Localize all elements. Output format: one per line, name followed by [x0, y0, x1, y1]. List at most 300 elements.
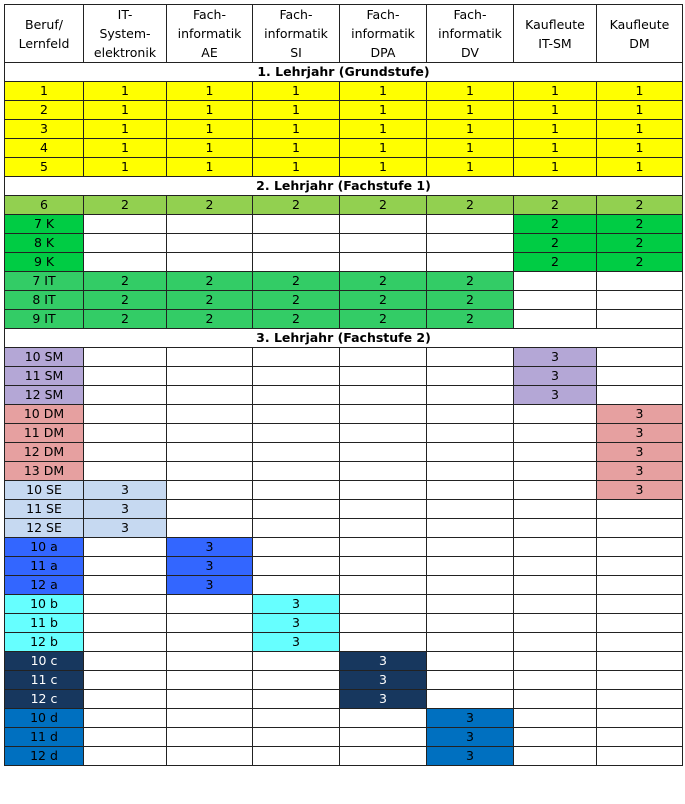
table-cell	[514, 595, 597, 614]
lernfeld-label: 11 SM	[5, 367, 84, 386]
table-cell	[597, 348, 683, 367]
table-cell	[340, 234, 427, 253]
lernfeld-table	[4, 4, 683, 766]
table-cell	[514, 557, 597, 576]
table-cell	[597, 709, 683, 728]
lernfeld-label: 2	[5, 101, 84, 120]
table-cell: 1	[597, 139, 683, 158]
table-cell: 1	[514, 158, 597, 177]
table-cell: 2	[427, 272, 514, 291]
table-cell	[427, 614, 514, 633]
table-cell	[597, 538, 683, 557]
table-cell: 1	[340, 158, 427, 177]
table-cell: 1	[167, 82, 253, 101]
table-cell	[253, 462, 340, 481]
column-header-line: Fach-	[366, 7, 400, 22]
table-cell	[340, 557, 427, 576]
table-cell	[514, 538, 597, 557]
table-cell: 2	[427, 196, 514, 215]
lernfeld-label: 10 DM	[5, 405, 84, 424]
table-cell	[253, 481, 340, 500]
table-cell: 1	[597, 82, 683, 101]
table-row	[5, 367, 683, 386]
table-cell	[84, 367, 167, 386]
table-cell: 1	[84, 82, 167, 101]
table-cell	[253, 576, 340, 595]
table-cell: 1	[253, 158, 340, 177]
table-cell	[167, 215, 253, 234]
table-cell	[84, 348, 167, 367]
table-row	[5, 405, 683, 424]
table-cell: 1	[84, 158, 167, 177]
table-cell	[597, 747, 683, 766]
table-cell: 3	[84, 500, 167, 519]
table-cell	[427, 500, 514, 519]
table-cell	[253, 709, 340, 728]
table-cell	[340, 538, 427, 557]
column-header-line: Kaufleute	[609, 16, 670, 32]
table-row	[5, 747, 683, 766]
table-cell	[514, 310, 597, 329]
table-cell: 2	[597, 253, 683, 272]
table-cell: 2	[167, 272, 253, 291]
table-cell	[597, 690, 683, 709]
column-header-line: Lernfeld	[18, 35, 70, 51]
table-cell: 3	[84, 481, 167, 500]
table-cell: 2	[340, 291, 427, 310]
column-header-0	[5, 5, 84, 63]
table-cell	[253, 557, 340, 576]
table-row	[5, 386, 683, 405]
lernfeld-label: 12 SE	[5, 519, 84, 538]
table-cell: 1	[597, 120, 683, 139]
table-cell	[514, 652, 597, 671]
column-header-line: Kaufleute	[525, 16, 585, 32]
table-cell	[427, 652, 514, 671]
table-cell	[84, 234, 167, 253]
table-cell	[167, 652, 253, 671]
table-cell: 1	[514, 82, 597, 101]
table-cell	[340, 728, 427, 747]
table-cell	[340, 367, 427, 386]
table-cell	[514, 424, 597, 443]
table-cell	[84, 747, 167, 766]
table-cell: 1	[167, 139, 253, 158]
column-header-line: System-	[99, 26, 151, 41]
table-cell	[340, 215, 427, 234]
table-cell	[340, 253, 427, 272]
section-title: 3. Lehrjahr (Fachstufe 2)	[5, 329, 683, 348]
table-cell: 2	[167, 291, 253, 310]
table-cell: 1	[427, 158, 514, 177]
table-cell: 3	[427, 728, 514, 747]
column-header-line: informatik	[438, 26, 502, 41]
table-cell: 2	[167, 310, 253, 329]
table-cell: 2	[340, 310, 427, 329]
table-cell	[84, 443, 167, 462]
table-cell	[340, 500, 427, 519]
column-header-1	[84, 5, 167, 63]
table-cell	[427, 424, 514, 443]
table-cell	[340, 519, 427, 538]
table-row	[5, 215, 683, 234]
table-cell: 1	[340, 139, 427, 158]
column-header-line: informatik	[264, 26, 328, 41]
table-cell	[340, 443, 427, 462]
table-cell	[340, 348, 427, 367]
table-cell	[427, 234, 514, 253]
column-header-line: elektronik	[93, 45, 157, 60]
header-row	[5, 5, 683, 63]
table-cell: 2	[253, 291, 340, 310]
table-cell	[340, 709, 427, 728]
table-cell	[84, 576, 167, 595]
table-cell	[253, 728, 340, 747]
table-cell	[167, 709, 253, 728]
table-cell: 1	[167, 101, 253, 120]
table-cell	[253, 367, 340, 386]
table-cell	[597, 367, 683, 386]
table-cell	[253, 519, 340, 538]
lernfeld-label: 9 K	[5, 253, 84, 272]
table-cell	[84, 595, 167, 614]
table-cell: 3	[597, 462, 683, 481]
table-cell: 3	[514, 348, 597, 367]
column-header-6	[514, 5, 597, 63]
table-cell	[597, 728, 683, 747]
section-title: 2. Lehrjahr (Fachstufe 1)	[5, 177, 683, 196]
table-row	[5, 500, 683, 519]
column-header-2	[167, 5, 253, 63]
table-row	[5, 424, 683, 443]
table-cell: 1	[84, 120, 167, 139]
table-cell	[167, 481, 253, 500]
table-cell	[597, 652, 683, 671]
table-cell: 2	[84, 196, 167, 215]
table-cell: 2	[84, 272, 167, 291]
table-cell: 1	[514, 139, 597, 158]
column-header-line: DV	[461, 45, 479, 60]
table-cell	[427, 367, 514, 386]
lernfeld-label: 8 IT	[5, 291, 84, 310]
table-cell: 2	[167, 196, 253, 215]
table-cell: 2	[253, 196, 340, 215]
table-cell	[84, 405, 167, 424]
table-cell	[84, 728, 167, 747]
table-cell	[340, 462, 427, 481]
column-header-line: DM	[629, 35, 650, 51]
table-cell: 3	[253, 595, 340, 614]
table-cell	[253, 747, 340, 766]
lernfeld-label: 8 K	[5, 234, 84, 253]
table-cell	[84, 671, 167, 690]
table-cell	[84, 709, 167, 728]
table-cell	[253, 671, 340, 690]
table-cell: 3	[597, 405, 683, 424]
table-cell: 3	[167, 576, 253, 595]
table-cell	[427, 557, 514, 576]
table-body	[5, 63, 683, 766]
table-cell: 3	[514, 367, 597, 386]
table-cell: 1	[253, 139, 340, 158]
table-cell: 1	[340, 120, 427, 139]
table-row	[5, 576, 683, 595]
lernfeld-label: 12 c	[5, 690, 84, 709]
table-cell	[253, 405, 340, 424]
table-cell	[340, 614, 427, 633]
lernfeld-label: 12 d	[5, 747, 84, 766]
table-cell: 3	[340, 671, 427, 690]
lernfeld-label: 10 d	[5, 709, 84, 728]
table-cell	[167, 747, 253, 766]
table-cell: 2	[514, 196, 597, 215]
table-row	[5, 652, 683, 671]
column-header-line: SI	[290, 45, 302, 60]
table-cell	[514, 747, 597, 766]
table-cell: 1	[597, 101, 683, 120]
column-header-line: DPA	[370, 45, 396, 60]
table-cell	[253, 253, 340, 272]
lernfeld-label: 10 SM	[5, 348, 84, 367]
table-cell	[167, 348, 253, 367]
table-cell	[340, 386, 427, 405]
table-cell	[84, 424, 167, 443]
table-cell	[253, 424, 340, 443]
table-cell	[427, 386, 514, 405]
table-cell	[427, 538, 514, 557]
table-cell	[514, 519, 597, 538]
table-cell	[597, 614, 683, 633]
table-row	[5, 272, 683, 291]
column-header-4	[340, 5, 427, 63]
table-cell	[514, 709, 597, 728]
table-cell: 2	[84, 310, 167, 329]
column-header-5	[427, 5, 514, 63]
table-cell	[340, 481, 427, 500]
table-cell	[427, 519, 514, 538]
table-cell	[253, 348, 340, 367]
table-cell	[253, 652, 340, 671]
table-cell	[84, 633, 167, 652]
table-cell	[253, 538, 340, 557]
lernfeld-label: 12 b	[5, 633, 84, 652]
table-cell	[514, 633, 597, 652]
table-cell	[427, 348, 514, 367]
table-cell	[167, 614, 253, 633]
table-cell	[340, 576, 427, 595]
table-cell	[597, 272, 683, 291]
table-cell: 3	[167, 538, 253, 557]
table-cell	[340, 747, 427, 766]
table-cell	[427, 462, 514, 481]
lernfeld-label: 12 SM	[5, 386, 84, 405]
lernfeld-label: 10 SE	[5, 481, 84, 500]
table-cell: 1	[427, 101, 514, 120]
table-cell	[167, 386, 253, 405]
table-cell	[167, 443, 253, 462]
section-title: 1. Lehrjahr (Grundstufe)	[5, 63, 683, 82]
table-cell	[253, 234, 340, 253]
table-cell	[514, 291, 597, 310]
column-header-7	[597, 5, 683, 63]
table-row	[5, 158, 683, 177]
table-cell: 2	[340, 272, 427, 291]
table-cell	[167, 462, 253, 481]
table-cell	[597, 671, 683, 690]
table-cell	[340, 595, 427, 614]
table-cell: 3	[597, 424, 683, 443]
table-cell	[514, 481, 597, 500]
table-cell	[597, 386, 683, 405]
table-cell	[514, 443, 597, 462]
table-cell: 3	[84, 519, 167, 538]
table-cell	[167, 671, 253, 690]
table-row	[5, 310, 683, 329]
table-row	[5, 557, 683, 576]
table-cell	[167, 405, 253, 424]
table-cell	[597, 633, 683, 652]
table-cell	[514, 576, 597, 595]
table-cell: 2	[427, 291, 514, 310]
table-cell: 3	[167, 557, 253, 576]
table-cell	[514, 690, 597, 709]
table-cell: 1	[427, 82, 514, 101]
section-row	[5, 177, 683, 196]
table-row	[5, 690, 683, 709]
table-cell	[167, 633, 253, 652]
table-cell	[427, 215, 514, 234]
table-row	[5, 120, 683, 139]
table-cell	[84, 215, 167, 234]
table-cell: 2	[597, 196, 683, 215]
table-cell: 1	[427, 120, 514, 139]
column-header-line: IT-SM	[538, 35, 572, 51]
table-cell	[427, 481, 514, 500]
table-cell	[514, 272, 597, 291]
column-header-line: Beruf/	[25, 16, 63, 32]
table-cell	[167, 424, 253, 443]
table-cell	[253, 500, 340, 519]
table-cell	[340, 633, 427, 652]
lernfeld-label: 4	[5, 139, 84, 158]
table-cell: 2	[597, 215, 683, 234]
table-row	[5, 291, 683, 310]
column-header-line: informatik	[351, 26, 415, 41]
lernfeld-label: 11 d	[5, 728, 84, 747]
table-cell: 3	[597, 443, 683, 462]
table-cell	[597, 595, 683, 614]
table-cell	[597, 291, 683, 310]
table-cell	[597, 576, 683, 595]
table-cell	[514, 500, 597, 519]
table-cell	[597, 310, 683, 329]
table-cell	[84, 557, 167, 576]
lernfeld-label: 12 a	[5, 576, 84, 595]
table-row	[5, 671, 683, 690]
table-cell: 1	[253, 82, 340, 101]
lernfeld-label: 13 DM	[5, 462, 84, 481]
table-cell	[597, 500, 683, 519]
table-cell: 1	[427, 139, 514, 158]
section-row	[5, 63, 683, 82]
table-cell	[167, 367, 253, 386]
lernfeld-label: 6	[5, 196, 84, 215]
table-cell: 3	[340, 652, 427, 671]
table-cell	[84, 253, 167, 272]
lernfeld-label: 9 IT	[5, 310, 84, 329]
table-cell: 1	[253, 101, 340, 120]
table-row	[5, 462, 683, 481]
table-row	[5, 82, 683, 101]
table-cell	[514, 405, 597, 424]
table-cell	[427, 576, 514, 595]
table-cell: 1	[340, 82, 427, 101]
table-cell: 2	[514, 234, 597, 253]
lernfeld-label: 11 c	[5, 671, 84, 690]
table-cell	[167, 728, 253, 747]
table-cell	[427, 405, 514, 424]
table-cell	[514, 462, 597, 481]
table-cell	[167, 519, 253, 538]
table-row	[5, 728, 683, 747]
table-cell	[427, 690, 514, 709]
table-row	[5, 538, 683, 557]
table-cell: 2	[340, 196, 427, 215]
column-header-3	[253, 5, 340, 63]
lernfeld-label: 10 c	[5, 652, 84, 671]
table-cell	[167, 234, 253, 253]
table-cell	[84, 614, 167, 633]
column-header-line: IT-	[117, 7, 133, 22]
table-cell: 2	[597, 234, 683, 253]
lernfeld-label: 7 K	[5, 215, 84, 234]
table-cell	[597, 557, 683, 576]
table-row	[5, 234, 683, 253]
table-cell: 3	[253, 614, 340, 633]
table-cell	[84, 462, 167, 481]
lernfeld-label: 11 a	[5, 557, 84, 576]
lernfeld-label: 1	[5, 82, 84, 101]
table-cell	[167, 595, 253, 614]
table-cell	[167, 690, 253, 709]
table-cell	[167, 500, 253, 519]
table-row	[5, 139, 683, 158]
lernfeld-label: 11 SE	[5, 500, 84, 519]
table-cell	[84, 538, 167, 557]
table-row	[5, 443, 683, 462]
table-cell	[514, 728, 597, 747]
table-cell	[427, 633, 514, 652]
table-cell: 2	[427, 310, 514, 329]
table-cell: 3	[340, 690, 427, 709]
table-row	[5, 595, 683, 614]
table-row	[5, 614, 683, 633]
table-cell	[427, 443, 514, 462]
table-cell	[514, 614, 597, 633]
table-cell: 1	[84, 101, 167, 120]
table-row	[5, 519, 683, 538]
table-cell: 3	[253, 633, 340, 652]
column-header-line: Fach-	[192, 7, 226, 22]
table-cell	[253, 215, 340, 234]
column-header-line: Fach-	[279, 7, 313, 22]
table-cell	[84, 690, 167, 709]
lernfeld-label: 3	[5, 120, 84, 139]
table-cell: 2	[253, 310, 340, 329]
lernfeld-label: 11 DM	[5, 424, 84, 443]
table-cell: 3	[427, 747, 514, 766]
table-cell	[427, 253, 514, 272]
